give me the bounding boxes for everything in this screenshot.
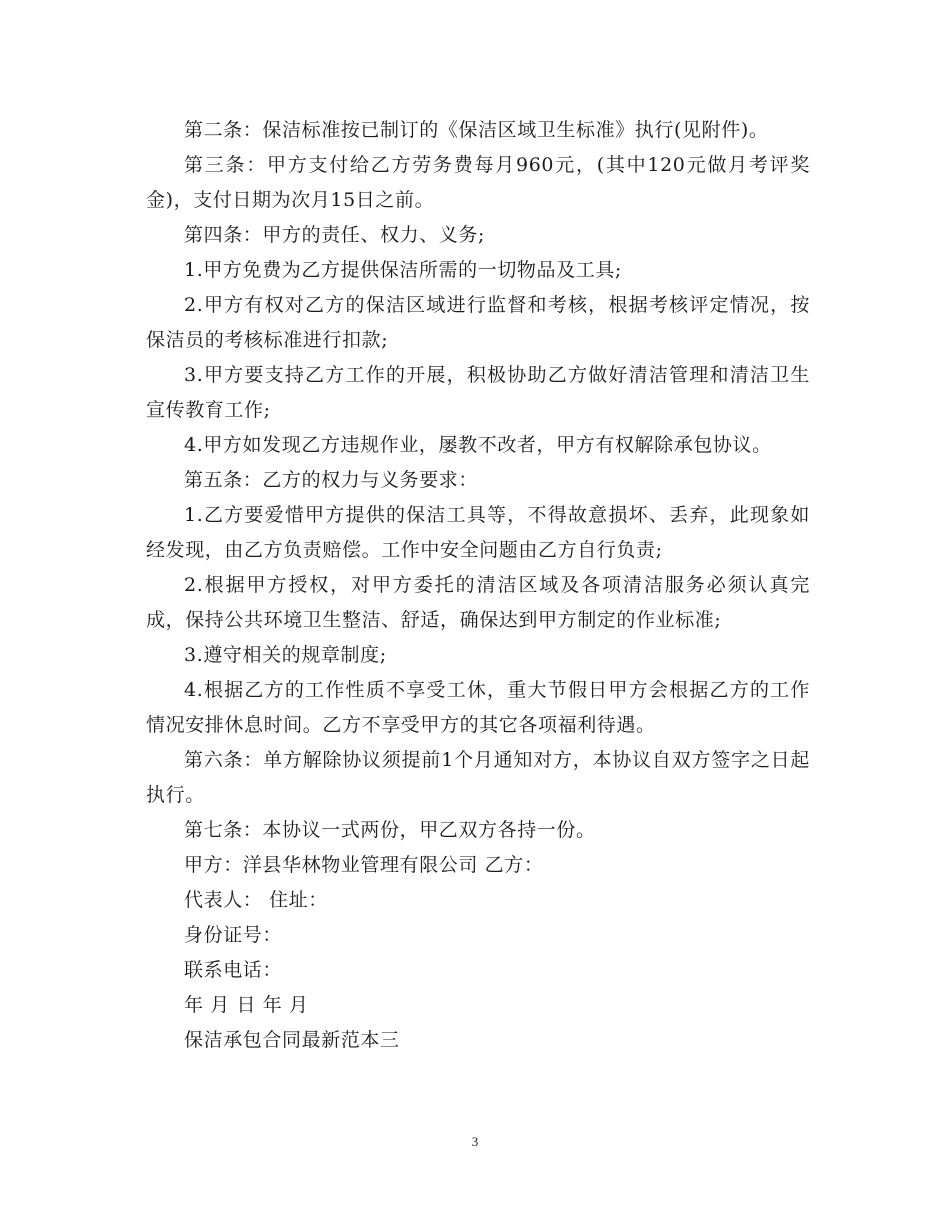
phone-line: 联系电话： (184, 959, 283, 981)
representative-line: 代表人： 住址： (184, 889, 328, 911)
clause-4-item-4: 4.甲方如发现乙方违规作业，屡教不改者，甲方有权解除承包协议。 (184, 434, 772, 456)
clause-4-item-3: 3.甲方要支持乙方工作的开展，积极协助乙方做好清洁管理和清洁卫生宣传教育工作; (146, 364, 810, 421)
clause-5-item-3: 3.遵守相关的规章制度; (184, 644, 387, 666)
document-body (146, 113, 810, 1058)
clause-5-item-2: 2.根据甲方授权，对甲方委托的清洁区域及各项清洁服务必须认真完成，保持公共环境卫生整洁、舒适，确保达到甲方制定的作业标准; (146, 574, 810, 631)
clause-4-item-2: 2.甲方有权对乙方的保洁区域进行监督和考核，根据考核评定情况，按保洁员的考核标准进行扣款; (146, 294, 810, 351)
clause-5-item-4: 4.根据乙方的工作性质不享受工休，重大节假日甲方会根据乙方的工作情况安排休息时间。乙方不享受甲方的其它各项福利待遇。 (146, 679, 810, 736)
clause-5-heading: 第五条：乙方的权力与义务要求： (184, 469, 479, 491)
next-section-title: 保洁承包合同最新范本三 (184, 1029, 400, 1051)
clause-3: 第三条：甲方支付给乙方劳务费每月960元，(其中120元做月考评奖金)，支付日期为次月15日之前。 (146, 154, 810, 211)
clause-7: 第七条：本协议一式两份，甲乙双方各持一份。 (184, 819, 596, 841)
clause-4-heading: 第四条：甲方的责任、权力、义务; (184, 224, 486, 246)
id-number-line: 身份证号： (184, 924, 283, 946)
clause-4-item-1: 1.甲方免费为乙方提供保洁所需的一切物品及工具; (184, 259, 622, 281)
page-number: 3 (471, 1134, 479, 1149)
clause-5-item-1: 1.乙方要爱惜甲方提供的保洁工具等，不得故意损坏、丢弃，此现象如经发现，由乙方负责赔偿。工作中安全问题由乙方自行负责; (146, 504, 810, 561)
clause-2: 第二条：保洁标准按已制订的《保洁区域卫生标准》执行(见附件)。 (184, 119, 769, 141)
party-line: 甲方：洋县华林物业管理有限公司 乙方： (184, 854, 544, 876)
clause-6: 第六条：单方解除协议须提前1个月通知对方，本协议自双方签字之日起执行。 (146, 749, 810, 806)
date-line: 年 月 日 年 月 (184, 994, 309, 1016)
